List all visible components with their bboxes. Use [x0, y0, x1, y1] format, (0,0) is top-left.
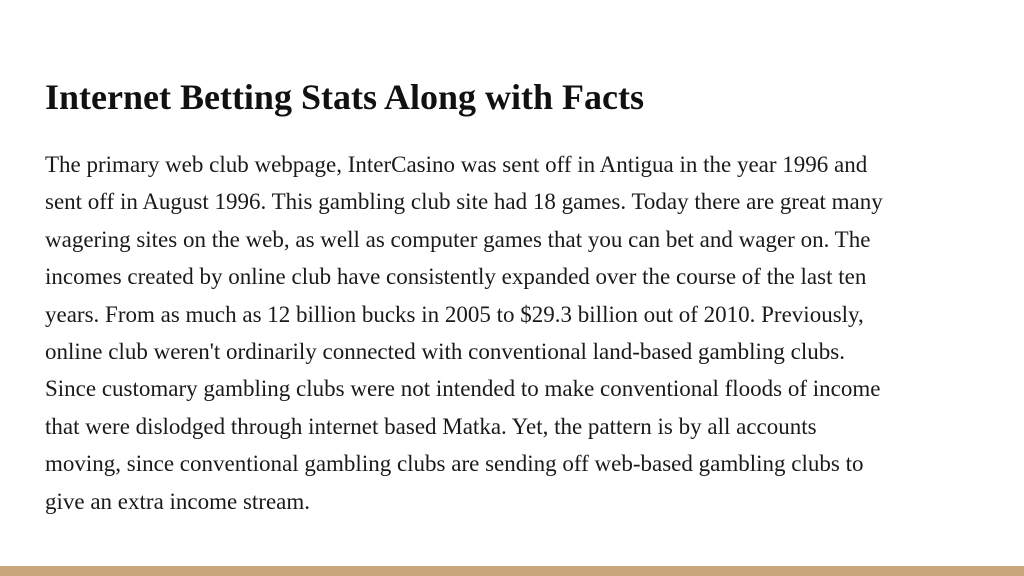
slide-body: [45, 146, 985, 520]
accent-bar: [0, 566, 1024, 576]
body-line: moving, since conventional gambling clubs are sending off web-based gambling clubs to: [45, 451, 864, 477]
body-line: wagering sites on the web, as well as computer games that you can bet and wager on. The: [45, 226, 871, 252]
body-line: that were dislodged through internet based Matka. Yet, the pattern is by all accounts: [45, 413, 817, 439]
body-line: online club weren't ordinarily connected with conventional land-based gambling clubs.: [45, 339, 845, 365]
body-line: years. From as much as 12 billion bucks in 2005 to $29.3 billion out of 2010. Previously,: [45, 301, 864, 327]
body-line: give an extra income stream.: [45, 488, 311, 514]
body-line: The primary web club webpage, InterCasino was sent off in Antigua in the year 1996 and: [45, 152, 868, 177]
slide-title: Internet Betting Stats Along with Facts: [45, 77, 644, 117]
body-line: incomes created by online club have consistently expanded over the course of the last ten: [45, 264, 867, 290]
body-line: Since customary gambling clubs were not intended to make conventional floods of income: [45, 376, 881, 402]
body-line: sent off in August 1996. This gambling club site had 18 games. Today there are great many: [45, 189, 883, 215]
